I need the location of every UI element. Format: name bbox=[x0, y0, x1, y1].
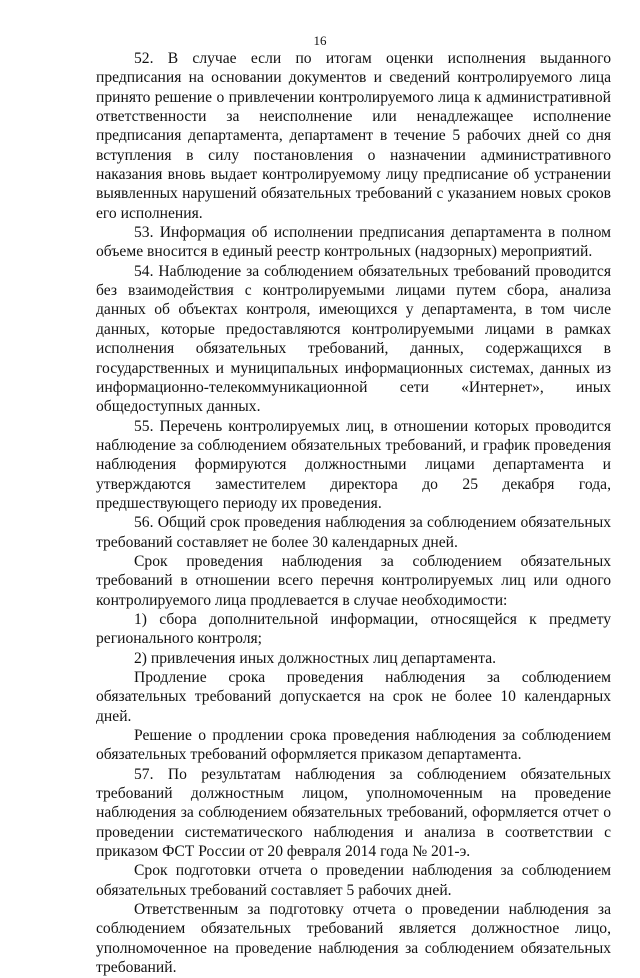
paragraph-56: 56. Общий срок проведения наблюдения за соблюдением обязательных требований составляет не более 30 календарных дней. bbox=[96, 514, 611, 551]
page-number: 16 bbox=[313, 33, 327, 48]
paragraph-57: 57. По результатам наблюдения за соблюдением обязательных требований должностным лицом, уполномоченным на проведение наблюдения за соблюдением обязательных требований, оформляется отчет о проведении систематического наблюдения и анализа в соответствии с приказом ФСТ России от 20 февраля 2014 года № 201-э. bbox=[96, 765, 611, 861]
paragraph-56-extension: Срок проведения наблюдения за соблюдением обязательных требований в отношении всего перечня контролируемых лиц или одного контролируемого лица продлевается в случае необходимости: bbox=[96, 552, 611, 609]
paragraph-52: 52. В случае если по итогам оценки исполнения выданного предписания на основании документов и сведений контролируемого лица принято решение о привлечении контролируемого лица к административной ответственности за неисполнение или ненадлежащее исполнение предписания департамента, департамент в течение 5 рабочих дней со дня вступления в силу постановления о назначении административного наказания вновь выдает контролируемому лицу предписание об устранении выявленных нарушений обязательных требований с указанием новых сроков его исполнения. bbox=[96, 50, 611, 222]
document-body bbox=[96, 49, 611, 978]
paragraph-extension-order: Решение о продлении срока проведения наблюдения за соблюдением обязательных требований оформляется приказом департамента. bbox=[96, 727, 611, 764]
paragraph-53: 53. Информация об исполнении предписания департамента в полном объеме вносится в единый реестр контрольных (надзорных) мероприятий. bbox=[96, 224, 611, 261]
paragraph-report-responsible: Ответственным за подготовку отчета о проведении наблюдения за соблюдением обязательных требований является должностное лицо, уполномоченное на проведение наблюдения за соблюдением обязательных требований. bbox=[96, 901, 611, 977]
list-item-1: 1) сбора дополнительной информации, относящейся к предмету регионального контроля; bbox=[96, 610, 611, 648]
list-item-2: 2) привлечения иных должностных лиц департамента. bbox=[134, 649, 497, 667]
paragraph-54: 54. Наблюдение за соблюдением обязательных требований проводится без взаимодействия с контролируемыми лицами путем сбора, анализа данных об объектах контроля, имеющихся у департамента, в том числе данных, которые предоставляются контролируемыми лицами в рамках исполнения обязательных требований, данных, содержащихся в государственных и муниципальных информационных системах, данных из информационно-телекоммуникационной сети «Интернет», иных общедоступных данных. bbox=[96, 262, 611, 416]
paragraph-55: 55. Перечень контролируемых лиц, в отношении которых проводится наблюдение за соблюдением обязательных требований, и график проведения наблюдения формируются должностными лицами департамента и утверждаются заместителем директора до 25 декабря года, предшествующего периоду их проведения. bbox=[96, 417, 611, 512]
paragraph-report-deadline: Срок подготовки отчета о проведении наблюдения за соблюдением обязательных требований составляет 5 рабочих дней. bbox=[96, 862, 611, 899]
paragraph-extension-limit: Продление срока проведения наблюдения за соблюдением обязательных требований допускается на срок не более 10 календарных дней. bbox=[96, 669, 611, 725]
